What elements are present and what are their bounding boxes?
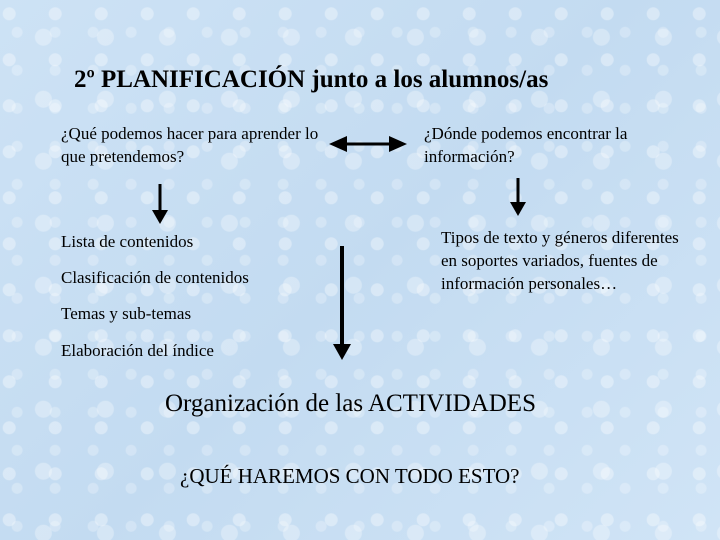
content-item-list: Lista de contenidos — [61, 232, 194, 251]
down-arrow-right-icon — [510, 178, 526, 216]
content-item-topics: Temas y sub-temas — [61, 304, 192, 323]
activities-heading: Organización de las ACTIVIDADES — [165, 390, 536, 417]
double-arrow-icon — [329, 136, 407, 152]
slide-title: 2º PLANIFICACIÓN junto a los alumnos/as — [74, 66, 549, 93]
final-question: ¿QUÉ HAREMOS CON TODO ESTO? — [180, 464, 520, 488]
content-item-index: Elaboración del índice — [61, 341, 214, 360]
text-types-description: Tipos de texto y géneros diferentes en soportes variados, fuentes de información personales… — [441, 228, 679, 293]
down-arrow-left-icon — [152, 184, 168, 224]
question-what-to-do: ¿Qué podemos hacer para aprender lo que pretendemos? — [61, 124, 319, 166]
question-where-info: ¿Dónde podemos encontrar la información? — [424, 124, 628, 166]
content-item-classification: Clasificación de contenidos — [61, 268, 249, 287]
down-arrow-center-icon — [333, 246, 351, 360]
